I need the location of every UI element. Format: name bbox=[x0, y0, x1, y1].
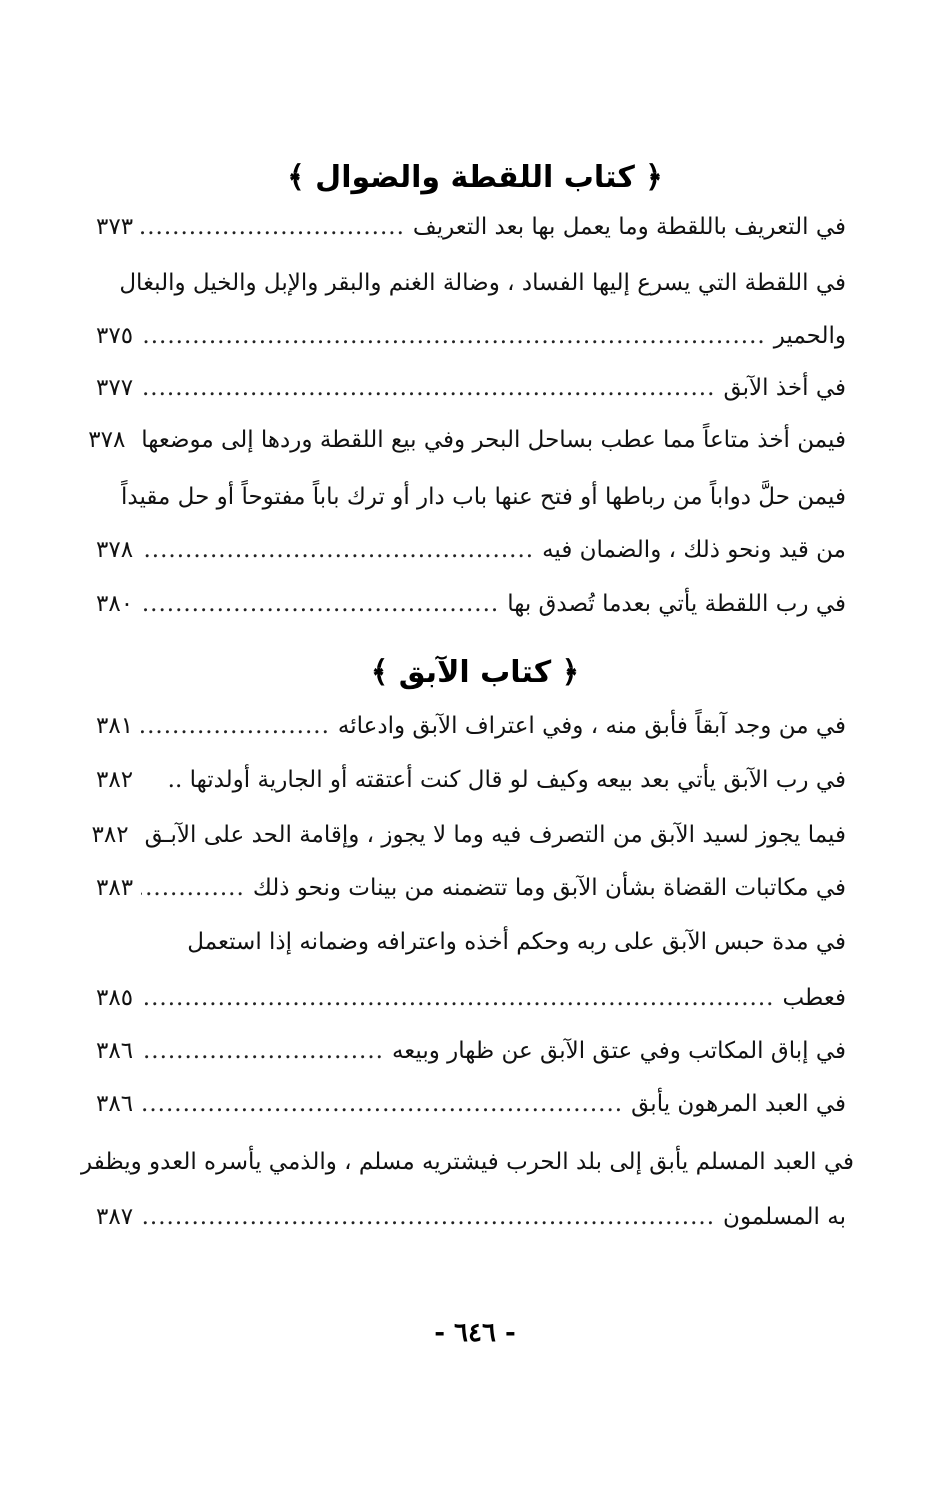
toc-entry-page: ٣٧٧ bbox=[96, 375, 134, 401]
toc-entry bbox=[96, 1084, 846, 1124]
toc-entry-page: ٣٧٣ bbox=[96, 214, 134, 240]
toc-entry-page: ٣٧٥ bbox=[96, 323, 134, 349]
toc-entry-text: من قيد ونحو ذلك ، والضمان فيه bbox=[542, 537, 846, 563]
leader-dots bbox=[141, 316, 766, 356]
toc-entry-page: ٣٨٢ bbox=[91, 822, 129, 848]
toc-entry bbox=[96, 1197, 846, 1237]
toc-entry bbox=[96, 584, 846, 624]
toc-entry bbox=[96, 868, 846, 908]
toc-entry bbox=[96, 706, 846, 746]
toc-entry bbox=[96, 316, 846, 356]
toc-entry-text: به المسلمون bbox=[723, 1204, 846, 1230]
toc-entry-page: ٣٧٨ bbox=[96, 537, 134, 563]
toc-entry-page: ٣٨٢ bbox=[96, 767, 134, 793]
toc-entry-text: في رب الآبق يأتي بعد بيعه وكيف لو قال كنت أعتقته أو الجارية أولدتها .. bbox=[167, 767, 846, 793]
toc-entry bbox=[96, 477, 846, 517]
toc-entry-text: في العبد المرهون يأبق bbox=[631, 1091, 846, 1117]
toc-entry-page: ٣٨١ bbox=[96, 713, 134, 739]
section-title-abiq: ﴿ كتاب الآبق ﴾ bbox=[370, 655, 580, 690]
leader-dots bbox=[141, 1197, 715, 1237]
toc-entry-text: فيمن أخذ متاعاً مما عطب بساحل البحر وفي بيع اللقطة وردها إلى موضعها bbox=[141, 427, 846, 453]
toc-entry-text: فيمن حلَّ دواباً من رباطها أو فتح عنها باب دار أو ترك باباً مفتوحاً أو حل مقيداً bbox=[121, 484, 846, 510]
leader-dots bbox=[141, 1084, 623, 1124]
toc-entry-text: في العبد المسلم يأبق إلى بلد الحرب فيشتريه مسلم ، والذمي يأسره العدو ويظفر bbox=[81, 1149, 854, 1175]
toc-entry bbox=[96, 530, 846, 570]
toc-entry-text: في مكاتبات القضاة بشأن الآبق وما تتضمنه من بينات ونحو ذلك bbox=[252, 875, 846, 901]
toc-entry-text: في إباق المكاتب وفي عتق الآبق عن ظهار وبيعه bbox=[391, 1038, 846, 1064]
toc-entry bbox=[96, 760, 846, 800]
leader-dots bbox=[141, 530, 534, 570]
toc-entry bbox=[96, 207, 846, 247]
toc-entry bbox=[81, 1142, 854, 1182]
toc-entry-page: ٣٧٨ bbox=[88, 427, 126, 453]
toc-entry-text: فعطب bbox=[782, 985, 846, 1011]
toc-entry bbox=[88, 420, 846, 460]
toc-entry-text: في اللقطة التي يسرع إليها الفساد ، وضالة الغنم والبقر والإبل والخيل والبغال bbox=[119, 270, 846, 296]
leader-dots bbox=[141, 207, 405, 247]
toc-entry-page: ٣٨٥ bbox=[96, 985, 134, 1011]
toc-entry-page: ٣٨٧ bbox=[96, 1204, 134, 1230]
toc-entry-text: فيما يجوز لسيد الآبق من التصرف فيه وما لا يجوز ، وإقامة الحد على الآبـق bbox=[144, 822, 846, 848]
toc-entry-text: في مدة حبس الآبق على ربه وحكم أخذه واعترافه وضمانه إذا استعمل bbox=[187, 929, 846, 955]
leader-dots bbox=[141, 706, 330, 746]
toc-entry-page: ٣٨٦ bbox=[96, 1038, 134, 1064]
toc-entry-text: في التعريف باللقطة وما يعمل بها بعد التعريف bbox=[412, 214, 846, 240]
leader-dots bbox=[141, 1031, 384, 1071]
toc-entry bbox=[96, 263, 846, 303]
leader-dots bbox=[141, 978, 774, 1018]
toc-entry-text: في من وجد آبقاً فأبق منه ، وفي اعتراف الآبق وادعائه bbox=[337, 713, 846, 739]
leader-dots bbox=[141, 868, 245, 908]
toc-entry bbox=[96, 978, 846, 1018]
leader-dots bbox=[141, 368, 715, 408]
toc-entry bbox=[96, 368, 846, 408]
toc-entry-text: في أخذ الآبق bbox=[723, 375, 846, 401]
toc-entry bbox=[91, 815, 846, 855]
toc-entry-page: ٣٨٠ bbox=[96, 591, 134, 617]
toc-entry bbox=[96, 1031, 846, 1071]
toc-entry-page: ٣٨٦ bbox=[96, 1091, 134, 1117]
toc-entry-page: ٣٨٣ bbox=[96, 875, 134, 901]
toc-entry-text: والحمير bbox=[773, 323, 846, 349]
leader-dots bbox=[141, 584, 499, 624]
section-title-luqata: ﴿ كتاب اللقطة والضوال ﴾ bbox=[287, 160, 663, 195]
page-number: - ٦٤٦ - bbox=[434, 1318, 516, 1348]
toc-entry bbox=[96, 922, 846, 962]
toc-entry-text: في رب اللقطة يأتي بعدما تُصدق بها bbox=[507, 591, 846, 617]
